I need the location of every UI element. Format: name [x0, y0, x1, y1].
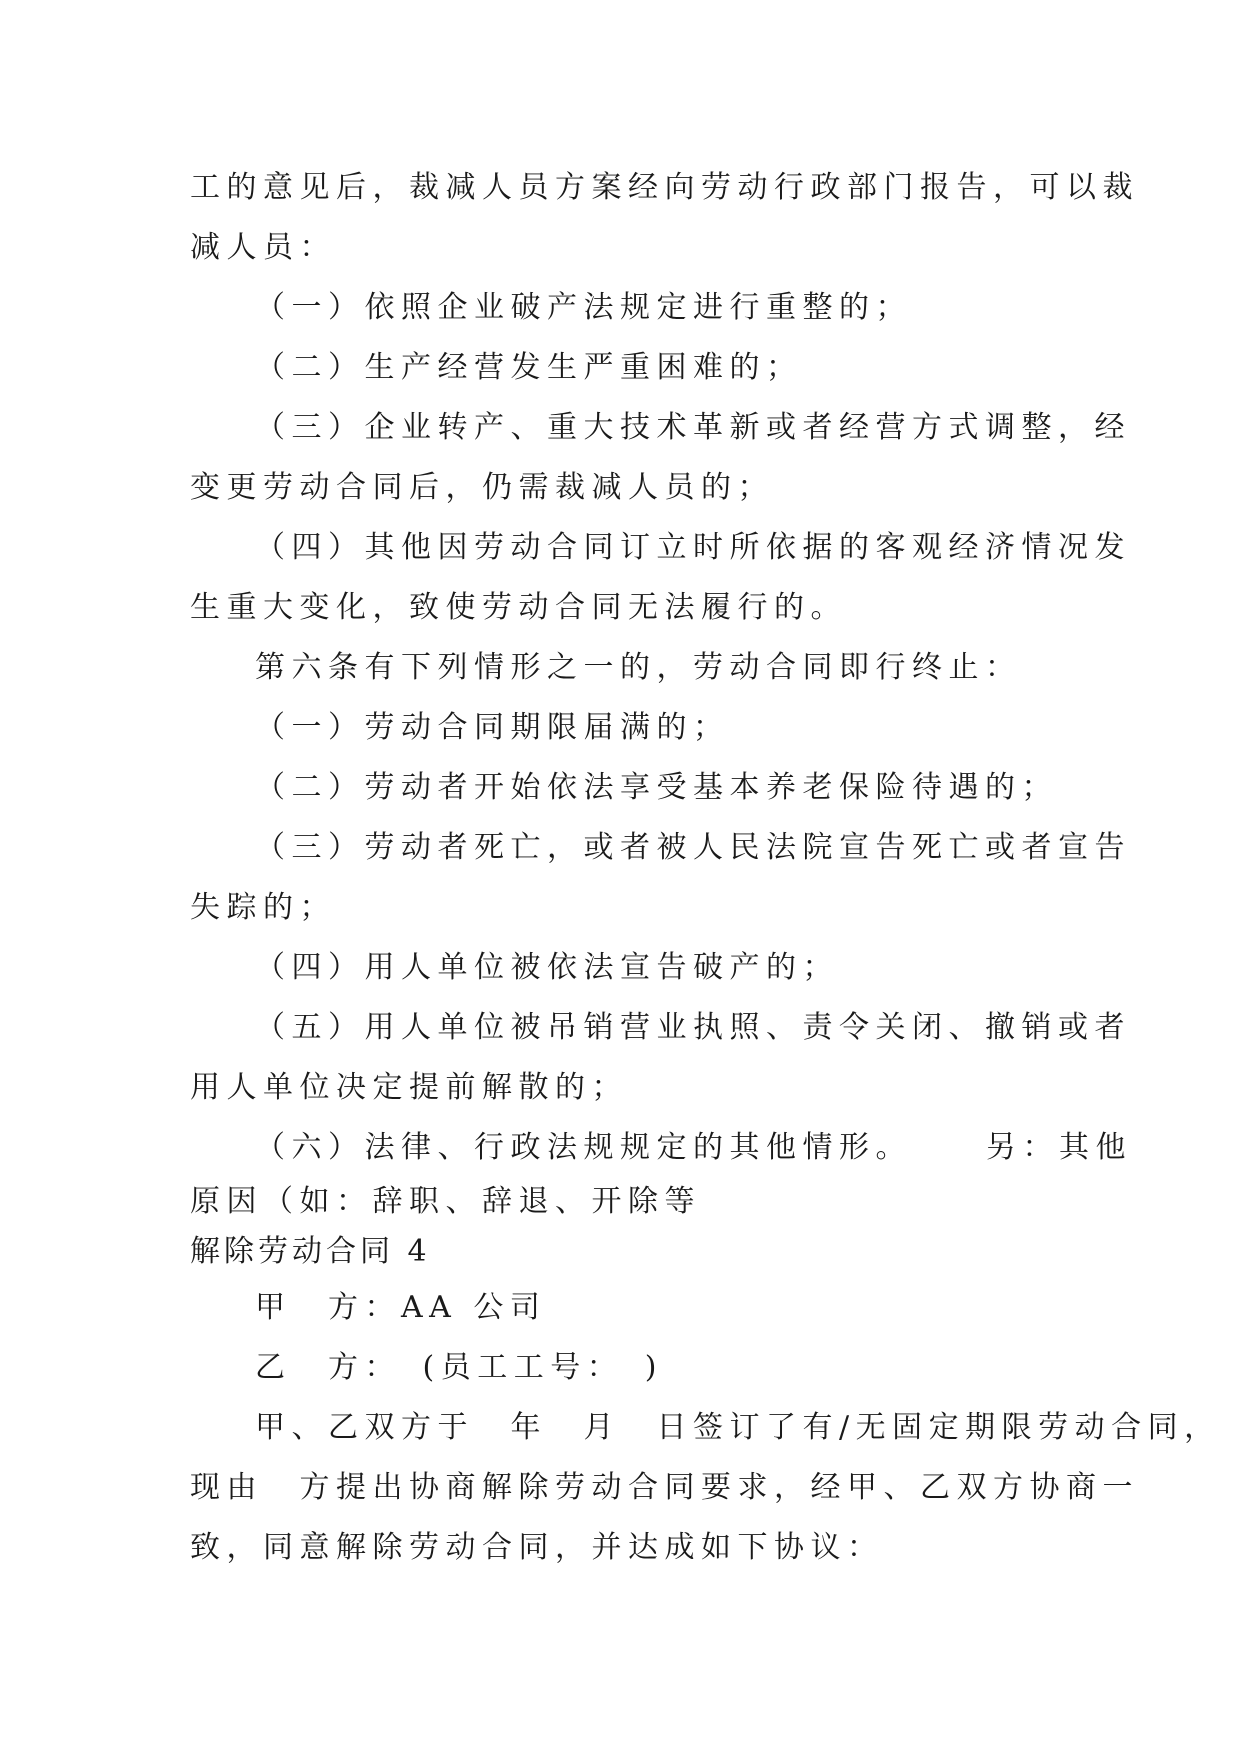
- list-item: （三）劳动者死亡，或者被人民法院宣告死亡或者宣告: [255, 830, 1131, 865]
- document-body: [190, 158, 1221, 1578]
- list-item: （二）劳动者开始依法享受基本养老保险待遇的；: [255, 770, 1058, 805]
- paragraph-line: 甲、乙双方于 年 月 日签订了有/无固定期限劳动合同，: [255, 1410, 1221, 1445]
- paragraph-line: 原因（如：辞职、辞退、开除等: [190, 1184, 701, 1219]
- list-item: （一）劳动合同期限届满的；: [255, 710, 730, 745]
- party-a-line: 甲 方：AA 公司: [255, 1290, 547, 1325]
- paragraph-line: 致，同意解除劳动合同，并达成如下协议：: [190, 1530, 884, 1565]
- paragraph-line: 生重大变化，致使劳动合同无法履行的。: [190, 590, 847, 625]
- article-heading: 第六条有下列情形之一的，劳动合同即行终止：: [255, 650, 1022, 685]
- list-item: （五）用人单位被吊销营业执照、责令关闭、撤销或者: [255, 1010, 1131, 1045]
- paragraph-line: 用人单位决定提前解散的；: [190, 1070, 628, 1105]
- list-item: （三）企业转产、重大技术革新或者经营方式调整，经: [255, 410, 1131, 445]
- list-item: （六）法律、行政法规规定的其他情形。 另：其他: [255, 1130, 1133, 1165]
- list-item: （四）其他因劳动合同订立时所依据的客观经济情况发: [255, 530, 1131, 565]
- list-item: （一）依照企业破产法规定进行重整的；: [255, 290, 912, 325]
- paragraph-line: 工的意见后，裁减人员方案经向劳动行政部门报告，可以裁: [190, 170, 1139, 205]
- paragraph-line: 失踪的；: [190, 890, 336, 925]
- list-item: （四）用人单位被依法宣告破产的；: [255, 950, 839, 985]
- paragraph-line: 现由 方提出协商解除劳动合同要求，经甲、乙双方协商一: [190, 1470, 1139, 1505]
- list-item: （二）生产经营发生严重困难的；: [255, 350, 803, 385]
- party-b-line: 乙 方： (员工工号： ): [255, 1350, 663, 1385]
- section-title: 解除劳动合同 4: [190, 1234, 431, 1269]
- paragraph-line: 变更劳动合同后，仍需裁减人员的；: [190, 470, 774, 505]
- paragraph-line: 减人员：: [190, 230, 336, 265]
